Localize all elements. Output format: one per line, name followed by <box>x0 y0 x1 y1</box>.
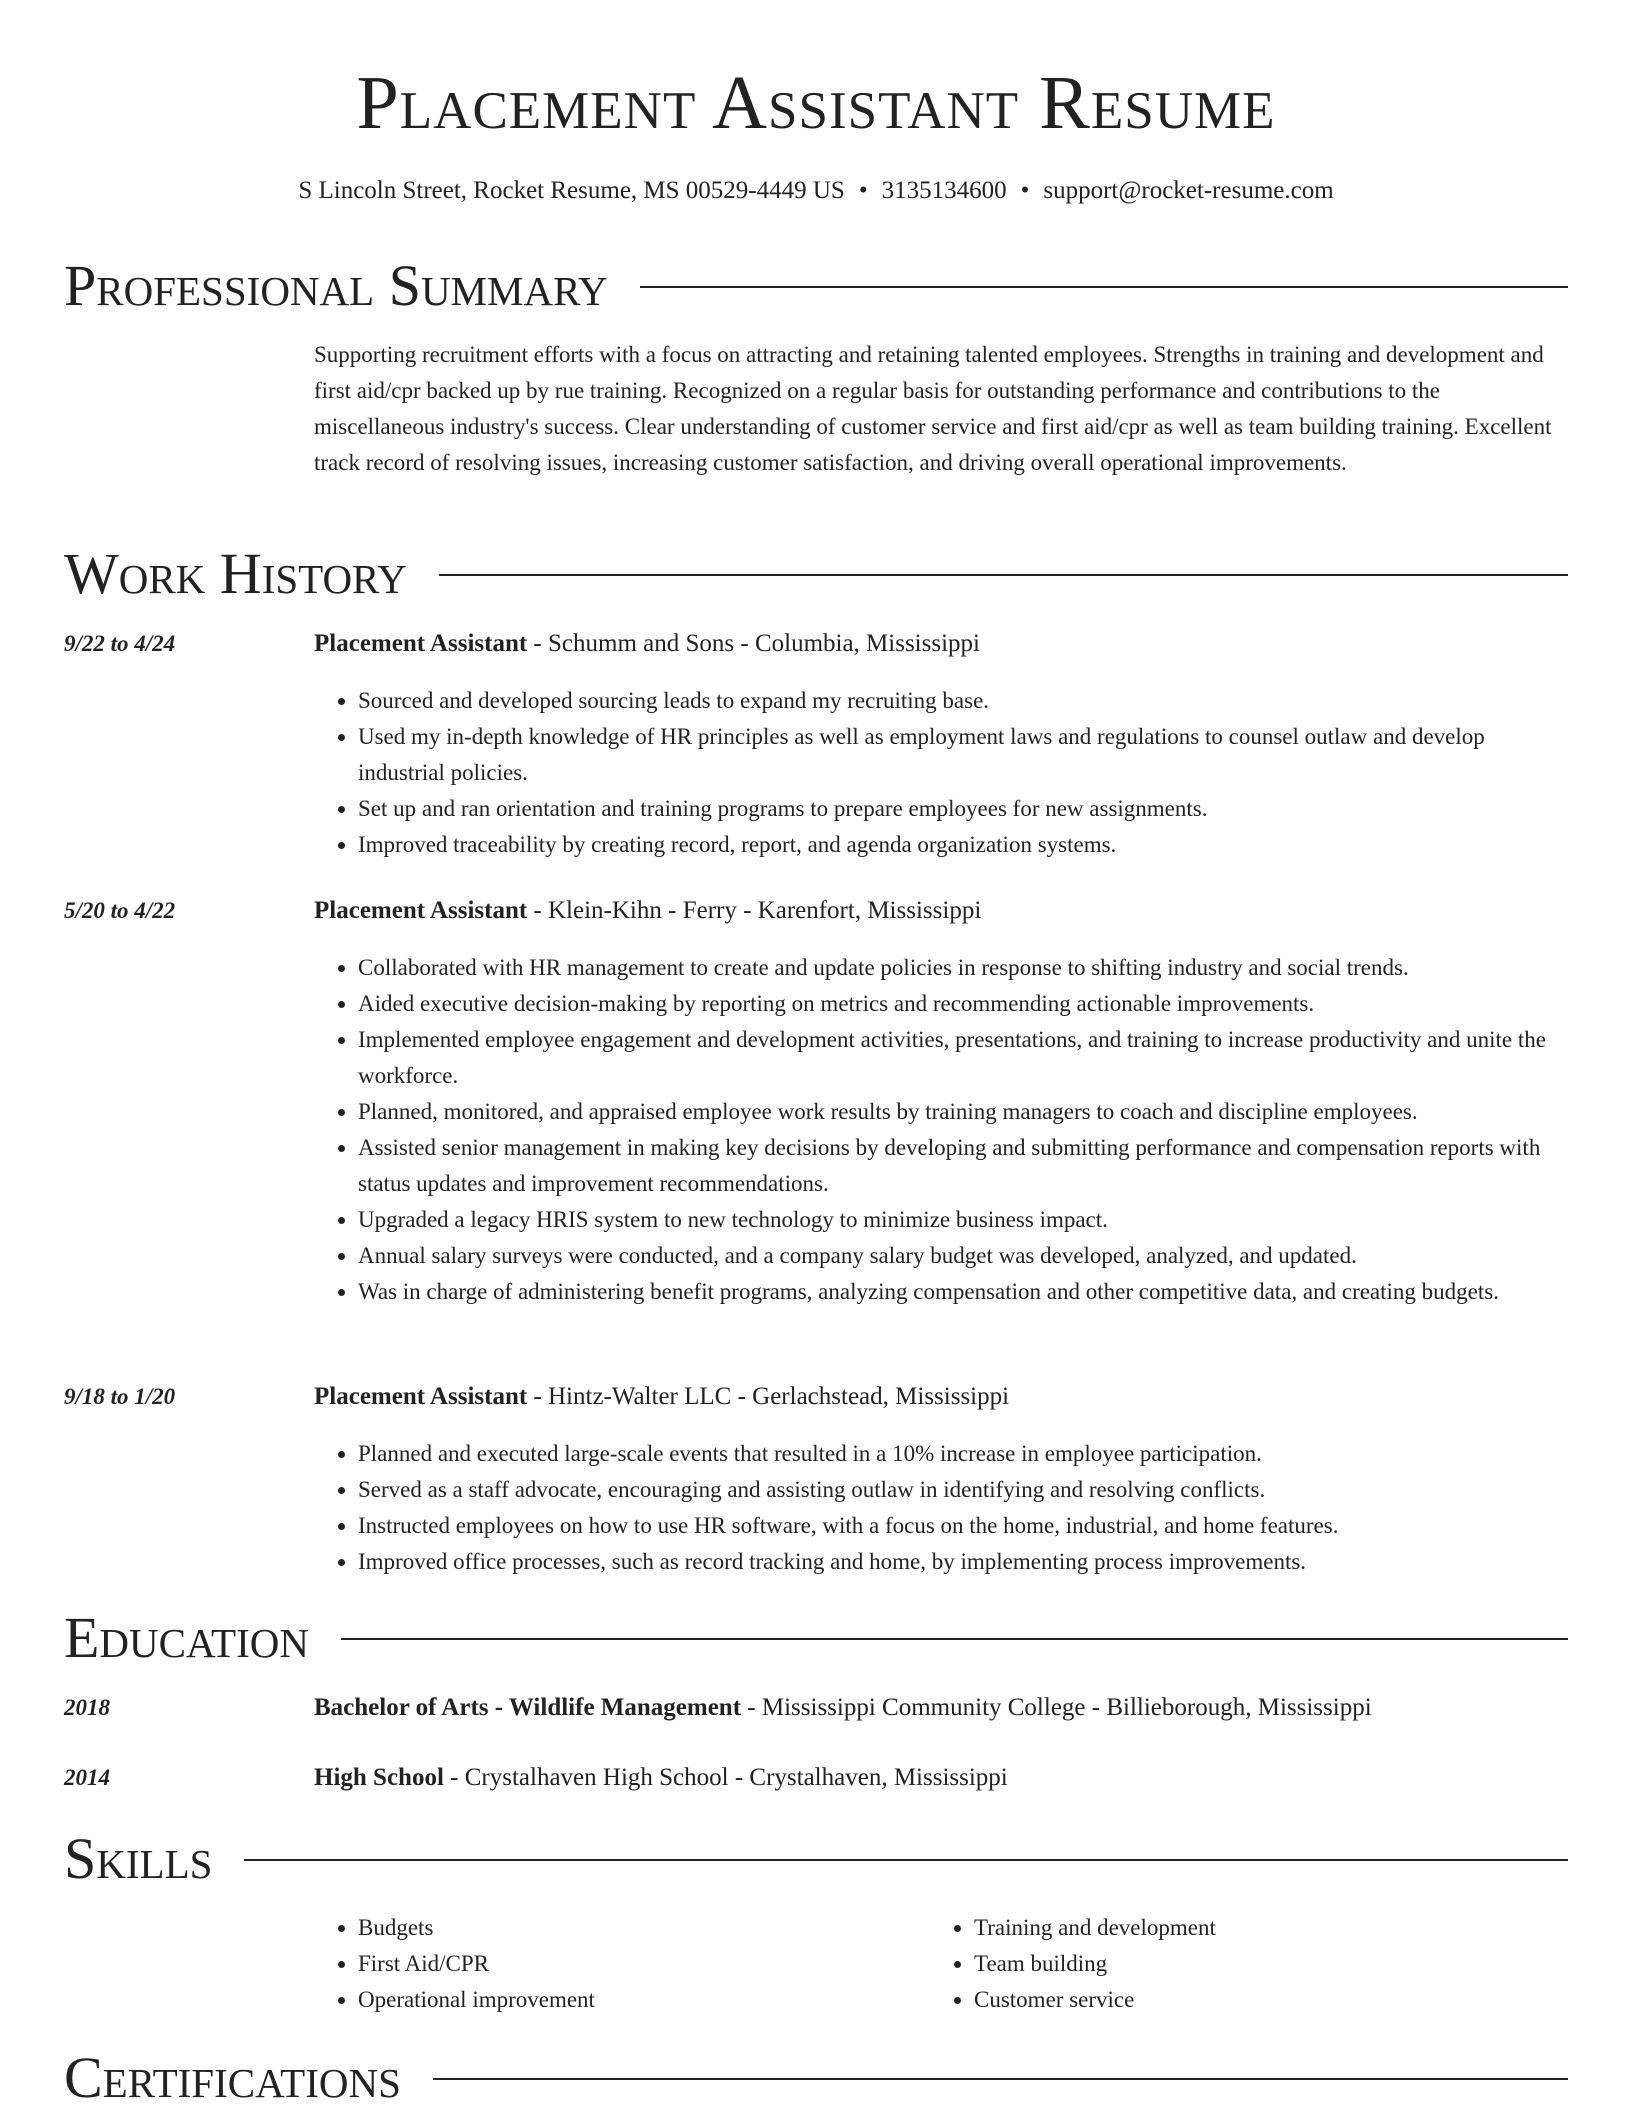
job-bullet: • Instructed employees on how to use HR software, with a focus on the home, industrial, and home features. <box>358 1508 1568 1544</box>
job-bullet: • Improved traceability by creating record, report, and agenda organization systems. <box>358 827 1568 863</box>
contact-separator: • <box>858 177 868 204</box>
section-header-education <box>64 1606 1568 1670</box>
job-bullet: • Was in charge of administering benefit programs, analyzing compensation and other competitive data, and creating budgets. <box>358 1274 1568 1310</box>
skill-item: • Training and development <box>974 1910 1550 1946</box>
education-year: 2014 <box>64 1765 110 1790</box>
skills-list-left <box>314 1910 914 2018</box>
job-bullet: • Collaborated with HR management to create and update policies in response to shifting industry and social trends. <box>358 950 1568 986</box>
job-dates: 9/22 to 4/24 <box>64 631 176 656</box>
section-header-skills <box>64 1827 1568 1891</box>
job-heading <box>314 1381 1568 1413</box>
job-bullets <box>314 1436 1568 1580</box>
job-role: Placement Assistant <box>314 1383 528 1410</box>
section-header-work-history <box>64 542 1568 606</box>
job-dates: 5/20 to 4/22 <box>64 898 176 923</box>
section-title-skills: Skills <box>64 1826 213 1891</box>
contact-line <box>0 176 1632 206</box>
contact-email: support@rocket-resume.com <box>1043 177 1334 204</box>
section-divider <box>341 1638 1568 1640</box>
job-bullet: • Sourced and developed sourcing leads to expand my recruiting base. <box>358 683 1568 719</box>
contact-separator: • <box>1020 177 1030 204</box>
job-bullet: • Set up and ran orientation and training programs to prepare employees for new assignments. <box>358 791 1568 827</box>
job-heading <box>314 628 1568 660</box>
skill-item: • Operational improvement <box>358 1982 914 2018</box>
resume-title: Placement Assistant Resume <box>356 61 1276 145</box>
job-details: - Schumm and Sons - Columbia, Mississippi <box>527 630 980 657</box>
contact-phone: 3135134600 <box>881 177 1007 204</box>
skill-item: • Team building <box>974 1946 1550 1982</box>
skills-list-right <box>930 1910 1550 2018</box>
section-header-certifications <box>64 2046 1568 2110</box>
section-title-summary: Professional Summary <box>64 253 608 318</box>
section-title-education: Education <box>64 1605 309 1670</box>
summary-paragraph: Supporting recruitment efforts with a focus on attracting and retaining talented employees. Strengths in training and development and first aid/cpr backed up by rue training. Recognized on a regular basis for outstanding performance and contributions to the miscellaneous industry's success. Clear understanding of customer service and first aid/cpr as well as team building training. Excellent track record of resolving issues, increasing customer satisfaction, and driving overall operational improvements. <box>314 342 1552 475</box>
education-year: 2018 <box>64 1695 110 1720</box>
job-details: - Hintz-Walter LLC - Gerlachstead, Mississippi <box>527 1383 1010 1410</box>
skill-item: • Customer service <box>974 1982 1550 2018</box>
education-details: - Mississippi Community College - Billieborough, Mississippi <box>741 1694 1372 1721</box>
job-bullet: • Implemented employee engagement and development activities, presentations, and training to increase productivity and unite the workforce. <box>358 1022 1568 1094</box>
job-bullet: • Served as a staff advocate, encouraging and assisting outlaw in identifying and resolving conflicts. <box>358 1472 1568 1508</box>
job-bullets <box>314 950 1568 1310</box>
job-bullet: • Improved office processes, such as record tracking and home, by implementing process improvements. <box>358 1544 1568 1580</box>
job-bullet: • Planned and executed large-scale events that resulted in a 10% increase in employee participation. <box>358 1436 1568 1472</box>
contact-address: S Lincoln Street, Rocket Resume, MS 00529-4449 US <box>298 177 845 204</box>
job-dates: 9/18 to 1/20 <box>64 1384 176 1409</box>
section-title-certifications: Certifications <box>64 2045 401 2110</box>
job-role: Placement Assistant <box>314 630 528 657</box>
education-details: - Crystalhaven High School - Crystalhaven, Mississippi <box>443 1764 1008 1791</box>
job-bullet: • Upgraded a legacy HRIS system to new technology to minimize business impact. <box>358 1202 1568 1238</box>
section-divider <box>439 574 1568 576</box>
education-entry <box>314 1762 1568 1794</box>
job-bullet: • Used my in-depth knowledge of HR principles as well as employment laws and regulations to counsel outlaw and develop industrial policies. <box>358 719 1568 791</box>
job-role: Placement Assistant <box>314 897 528 924</box>
job-heading <box>314 895 1568 927</box>
job-bullets <box>314 683 1568 863</box>
job-bullet: • Planned, monitored, and appraised employee work results by training managers to coach and discipline employees. <box>358 1094 1568 1130</box>
section-divider <box>640 286 1568 288</box>
job-bullet: • Annual salary surveys were conducted, and a company salary budget was developed, analyzed, and updated. <box>358 1238 1568 1274</box>
education-entry <box>314 1692 1568 1724</box>
job-details: - Klein-Kihn - Ferry - Karenfort, Mississippi <box>527 897 982 924</box>
skill-item: • First Aid/CPR <box>358 1946 914 1982</box>
skill-item: • Budgets <box>358 1910 914 1946</box>
job-bullet: • Aided executive decision-making by reporting on metrics and recommending actionable improvements. <box>358 986 1568 1022</box>
section-divider <box>433 2078 1568 2080</box>
section-divider <box>244 1859 1568 1861</box>
section-title-work-history: Work History <box>64 541 407 606</box>
education-degree: Bachelor of Arts - Wildlife Management <box>314 1694 742 1721</box>
job-bullet: • Assisted senior management in making key decisions by developing and submitting performance and compensation reports with status updates and improvement recommendations. <box>358 1130 1568 1202</box>
section-header-summary <box>64 254 1568 318</box>
education-degree: High School <box>314 1764 444 1791</box>
